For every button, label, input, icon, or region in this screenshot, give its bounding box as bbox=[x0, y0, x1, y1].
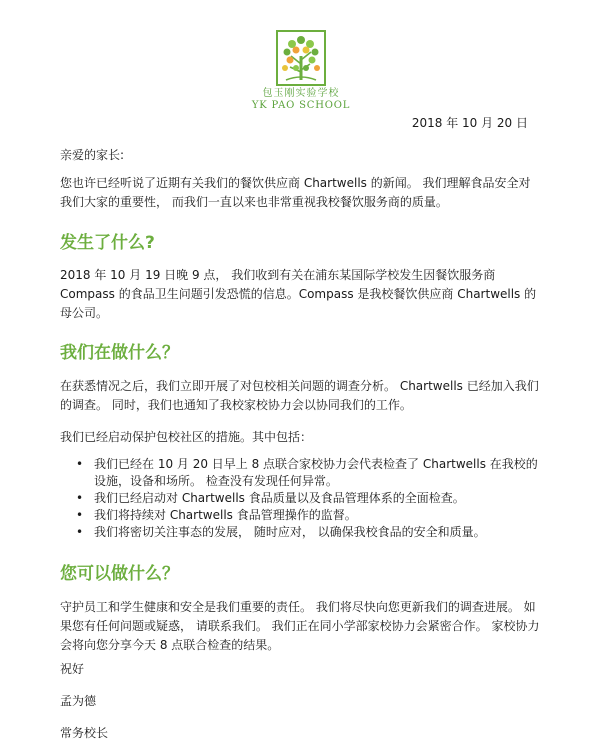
intro-paragraph: 您也许已经听说了近期有关我们的餐饮供应商 Chartwells 的新闻。 我们理解食品安全对我们大家的重要性， 而我们一直以来也非常重视我校餐饮服务商的质量。 bbox=[60, 176, 531, 209]
list-item: • 我们将密切关注事态的发展， 随时应对， 以确保我校食品的安全和质量。 bbox=[60, 524, 540, 541]
measures-intro: 我们已经启动保护包校社区的措施。其中包括： bbox=[60, 430, 313, 444]
letter-date: 2018 年 10 月 20 日 bbox=[411, 116, 528, 130]
heading-what-we-do: 我们在做什么？ bbox=[60, 343, 179, 363]
list-item: • 我们将持续对 Chartwells 食品管理操作的监督。 bbox=[60, 507, 540, 524]
what-happened-paragraph: 2018 年 10 月 19 日晚 9 点， 我们收到有关在浦东某国际学校发生因餐饮服务商 Compass 的食品卫生问题引发恐慌的信息。Compass 是我校餐饮供应商 Chartwells 的母公司。 bbox=[60, 268, 537, 320]
list-item: • 我们已经启动对 Chartwells 食品质量以及食品管理体系的全面检查。 bbox=[60, 490, 540, 507]
closing: 祝好 bbox=[60, 662, 85, 676]
heading-what-happened: 发生了什么? bbox=[60, 233, 155, 253]
list-item: • 我们已经在 10 月 20 日早上 8 点联合家校协力会代表检查了 Chartwells 在我校的设施，设备和场所。 检查没有发现任何异常。 bbox=[60, 456, 540, 490]
signature-title: 常务校长 bbox=[60, 726, 109, 740]
signature-name: 孟为德 bbox=[60, 694, 97, 708]
what-you-can-do-paragraph: 守护员工和学生健康和安全是我们重要的责任。 我们将尽快向您更新我们的调查进展。 如果您有任何问题或疑惑， 请联系我们。 我们正在同小学部家校协力会紧密合作。 家校协力会将向您分享今天 8 点联合检查的结果。 bbox=[60, 600, 540, 652]
school-logo bbox=[236, 30, 366, 112]
what-we-do-paragraph: 在获悉情况之后，我们立即开展了对包校相关问题的调查分析。 Chartwells 已经加入我们的调查。 同时，我们也通知了我校家校协力会以协同我们的工作。 bbox=[60, 379, 539, 412]
measures-list bbox=[60, 456, 540, 541]
tree-logo-icon bbox=[276, 30, 326, 86]
logo-name-en: YK PAO SCHOOL bbox=[251, 100, 351, 111]
heading-what-you-can-do: 您可以做什么？ bbox=[60, 564, 179, 584]
greeting: 亲爱的家长: bbox=[60, 148, 125, 162]
logo-name-cn: 包玉刚实验学校 bbox=[262, 88, 340, 99]
